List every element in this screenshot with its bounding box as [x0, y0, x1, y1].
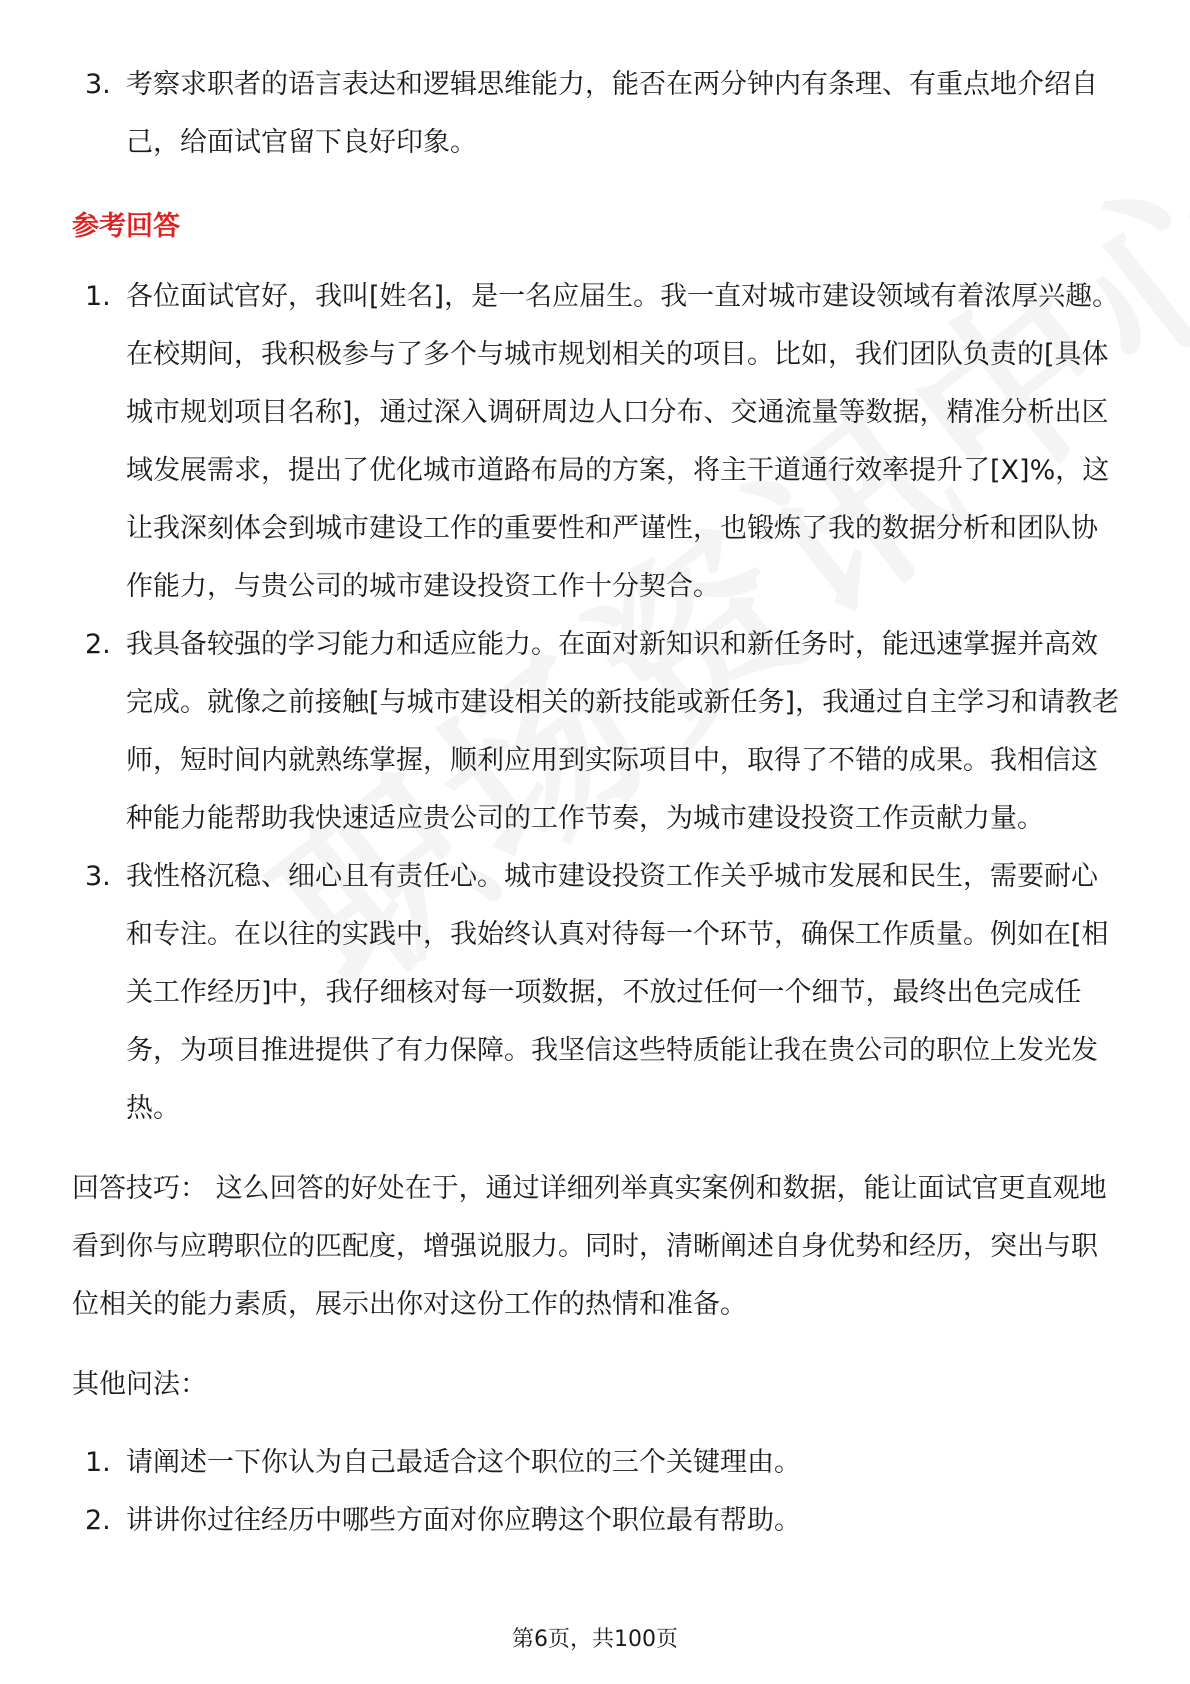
list-item: [72, 616, 1122, 848]
list-number: 3.: [85, 861, 111, 892]
page-footer: 第6页，共100页: [512, 1627, 678, 1652]
list-item: [72, 1434, 1122, 1492]
list-text: 各位面试官好，我叫[姓名]，是一名应届生。我一直对城市建设领域有着浓厚兴趣。在校期间，我积极参与了多个与城市规划相关的项目。比如，我们团队负责的[具体城市规划项目名称]，通过深入调研周边人口分布、交通流量等数据，精准分析出区域发展需求，提出了优化城市道路布局的方案，将主干道通行效率提升了[X]%，这让我深刻体会到城市建设工作的重要性和严谨性，也锻炼了我的数据分析和团队协作能力，与贵公司的城市建设投资工作十分契合。: [126, 281, 1120, 602]
list-item: [72, 848, 1122, 1138]
answer-tips: 回答技巧： 这么回答的好处在于，通过详细列举真实案例和数据，能让面试官更直观地看到你与应聘职位的匹配度，增强说服力。同时，清晰阐述自身优势和经历，突出与职位相关的能力素质，展示出你对这份工作的热情和准备。: [72, 1173, 1107, 1320]
other-questions-list: [72, 1434, 1122, 1550]
answer-list: [72, 268, 1122, 1138]
answer-heading: 参考回答: [72, 211, 180, 242]
other-questions-heading: 其他问法：: [72, 1369, 207, 1400]
list-item: [72, 56, 1122, 172]
list-text: 讲讲你过往经历中哪些方面对你应聘这个职位最有帮助。: [126, 1505, 801, 1536]
list-text: 我性格沉稳、细心且有责任心。城市建设投资工作关乎城市发展和民生，需要耐心和专注。在以往的实践中，我始终认真对待每一个环节，确保工作质量。例如在[相关工作经历]中，我仔细核对每一项数据，不放过任何一个细节，最终出色完成任务，为项目推进提供了有力保障。我坚信这些特质能让我在贵公司的职位上发光发热。: [126, 861, 1109, 1124]
list-text: 请阐述一下你认为自己最适合这个职位的三个关键理由。: [126, 1447, 801, 1478]
list-number: 1.: [85, 281, 111, 312]
list-text: 考察求职者的语言表达和逻辑思维能力，能否在两分钟内有条理、有重点地介绍自己，给面试官留下良好印象。: [126, 69, 1098, 158]
list-number: 2.: [85, 1505, 111, 1536]
intro-list: [72, 56, 1122, 172]
list-item: [72, 1492, 1122, 1550]
list-item: [72, 268, 1122, 616]
list-number: 1.: [85, 1447, 111, 1478]
list-text: 我具备较强的学习能力和适应能力。在面对新知识和新任务时，能迅速掌握并高效完成。就像之前接触[与城市建设相关的新技能或新任务]，我通过自主学习和请教老师，短时间内就熟练掌握，顺利应用到实际项目中，取得了不错的成果。我相信这种能力能帮助我快速适应贵公司的工作节奏，为城市建设投资工作贡献力量。: [126, 629, 1120, 834]
page-content: [72, 56, 1122, 1550]
list-number: 2.: [85, 629, 111, 660]
list-number: 3.: [85, 69, 111, 100]
